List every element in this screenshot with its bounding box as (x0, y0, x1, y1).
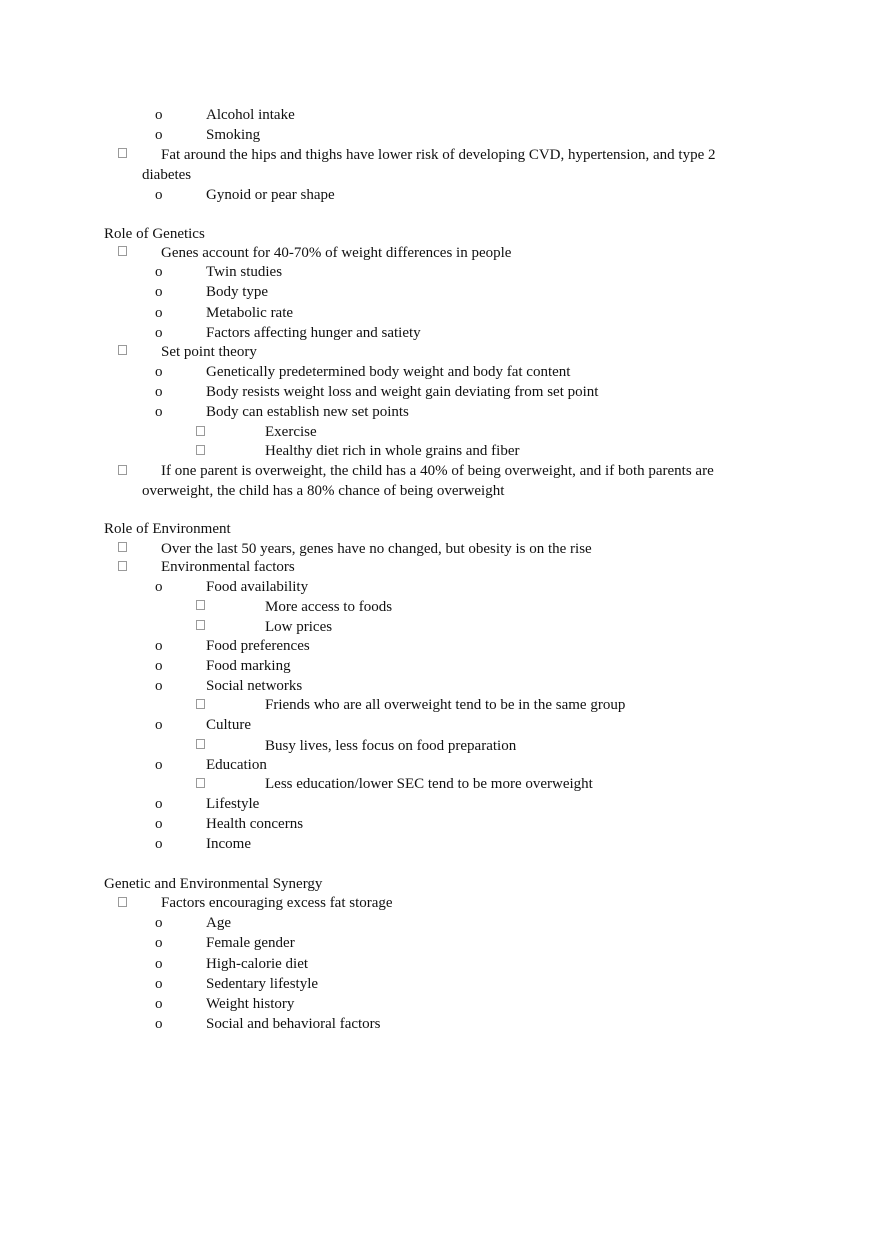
item-health-concerns: Health concerns (206, 816, 304, 832)
item-genes-account: Genes account for 40-70% of weight differences in people (161, 245, 512, 261)
item-set-point-theory: Set point theory (161, 344, 257, 360)
sub-bullet-marker: o (155, 364, 163, 380)
item-education: Education (206, 757, 267, 773)
sub-bullet-marker: o (155, 836, 163, 852)
bullet-box-icon (118, 148, 127, 158)
sub-bullet-marker: o (155, 107, 163, 123)
item-weight-history: Weight history (206, 996, 295, 1012)
heading-role-of-environment: Role of Environment (104, 521, 231, 537)
item-friends-overweight: Friends who are all overweight tend to be in the same group (265, 697, 626, 713)
item-smoking: Smoking (206, 127, 261, 143)
item-metabolic-rate: Metabolic rate (206, 305, 294, 321)
bullet-box-icon (196, 620, 205, 630)
bullet-box-icon (118, 561, 127, 571)
bullet-box-icon (196, 699, 205, 709)
item-predetermined: Genetically predetermined body weight and body fat content (206, 364, 571, 380)
sub-bullet-marker: o (155, 935, 163, 951)
item-high-calorie-diet: High-calorie diet (206, 956, 309, 972)
item-more-access: More access to foods (265, 599, 393, 615)
item-culture: Culture (206, 717, 251, 733)
item-exercise: Exercise (265, 424, 317, 440)
item-less-education: Less education/lower SEC tend to be more overweight (265, 776, 593, 792)
bullet-box-icon (196, 600, 205, 610)
bullet-box-icon (118, 542, 127, 552)
sub-bullet-marker: o (155, 404, 163, 420)
item-environmental-factors: Environmental factors (161, 559, 295, 575)
sub-bullet-marker: o (155, 658, 163, 674)
sub-bullet-marker: o (155, 187, 163, 203)
sub-bullet-marker: o (155, 638, 163, 654)
item-gynoid: Gynoid or pear shape (206, 187, 335, 203)
item-lifestyle: Lifestyle (206, 796, 260, 812)
item-body-resists: Body resists weight loss and weight gain deviating from set point (206, 384, 599, 400)
sub-bullet-marker: o (155, 816, 163, 832)
bullet-box-icon (196, 445, 205, 455)
item-busy-lives: Busy lives, less focus on food preparation (265, 738, 517, 754)
sub-bullet-marker: o (155, 579, 163, 595)
sub-bullet-marker: o (155, 384, 163, 400)
heading-role-of-genetics: Role of Genetics (104, 226, 205, 242)
bullet-box-icon (196, 778, 205, 788)
sub-bullet-marker: o (155, 1016, 163, 1032)
item-social-behavioral: Social and behavioral factors (206, 1016, 381, 1032)
item-food-availability: Food availability (206, 579, 309, 595)
item-fat-hips-line2: diabetes (142, 167, 192, 183)
item-parent-line1: If one parent is overweight, the child has a 40% of being overweight, and if both parents are (161, 463, 714, 479)
sub-bullet-marker: o (155, 796, 163, 812)
item-income: Income (206, 836, 251, 852)
item-last-50-years: Over the last 50 years, genes have no changed, but obesity is on the rise (161, 541, 592, 557)
sub-bullet-marker: o (155, 956, 163, 972)
item-food-marking: Food marking (206, 658, 291, 674)
item-female-gender: Female gender (206, 935, 295, 951)
item-hunger-satiety: Factors affecting hunger and satiety (206, 325, 421, 341)
sub-bullet-marker: o (155, 757, 163, 773)
sub-bullet-marker: o (155, 284, 163, 300)
bullet-box-icon (118, 345, 127, 355)
sub-bullet-marker: o (155, 915, 163, 931)
item-age: Age (206, 915, 231, 931)
item-social-networks: Social networks (206, 678, 303, 694)
sub-bullet-marker: o (155, 127, 163, 143)
item-body-type: Body type (206, 284, 269, 300)
item-parent-line2: overweight, the child has a 80% chance of being overweight (142, 483, 505, 499)
item-new-set-points: Body can establish new set points (206, 404, 409, 420)
bullet-box-icon (118, 897, 127, 907)
sub-bullet-marker: o (155, 264, 163, 280)
item-food-preferences: Food preferences (206, 638, 310, 654)
item-twin-studies: Twin studies (206, 264, 283, 280)
bullet-box-icon (118, 465, 127, 475)
item-low-prices: Low prices (265, 619, 333, 635)
item-fat-hips-line1: Fat around the hips and thighs have lower risk of developing CVD, hypertension, and type 2 (161, 147, 716, 163)
bullet-box-icon (118, 246, 127, 256)
sub-bullet-marker: o (155, 996, 163, 1012)
sub-bullet-marker: o (155, 678, 163, 694)
sub-bullet-marker: o (155, 325, 163, 341)
sub-bullet-marker: o (155, 305, 163, 321)
bullet-box-icon (196, 739, 205, 749)
heading-genetic-environmental-synergy: Genetic and Environmental Synergy (104, 876, 323, 892)
sub-bullet-marker: o (155, 976, 163, 992)
sub-bullet-marker: o (155, 717, 163, 733)
item-sedentary-lifestyle: Sedentary lifestyle (206, 976, 319, 992)
item-alcohol-intake: Alcohol intake (206, 107, 295, 123)
bullet-box-icon (196, 426, 205, 436)
item-factors-fat-storage: Factors encouraging excess fat storage (161, 895, 393, 911)
item-healthy-diet: Healthy diet rich in whole grains and fiber (265, 443, 520, 459)
